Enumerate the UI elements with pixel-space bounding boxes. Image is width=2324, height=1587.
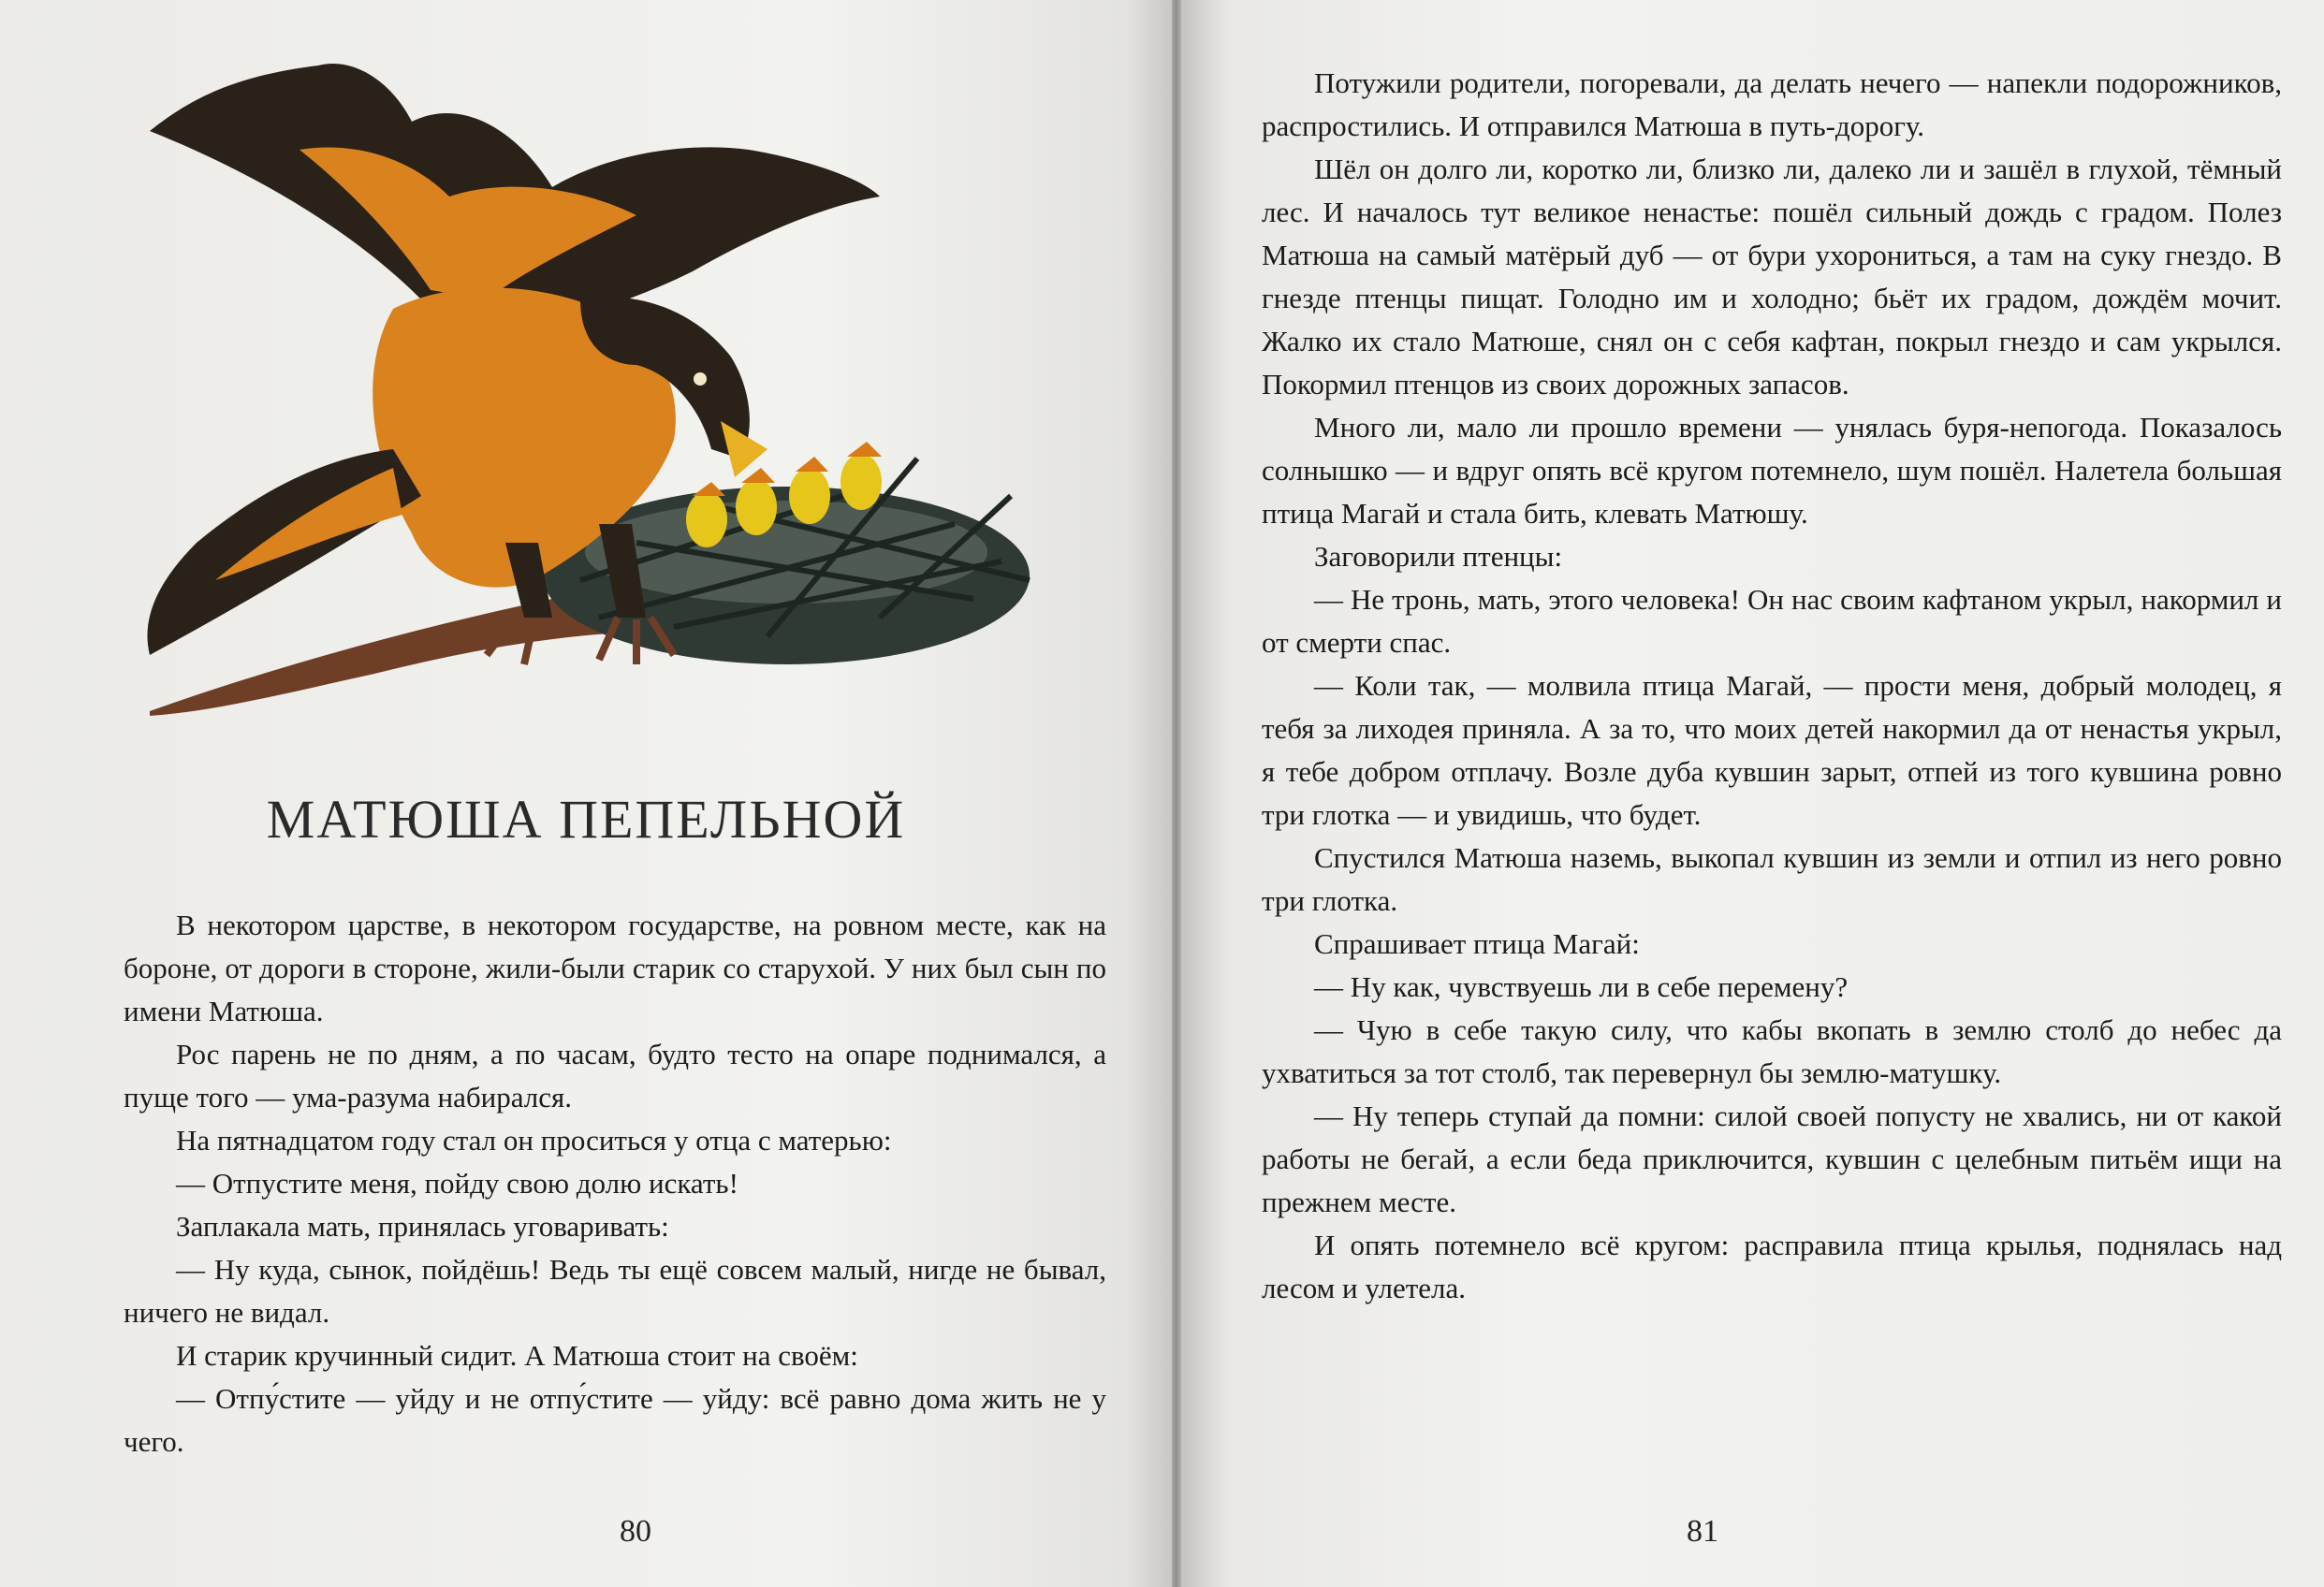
page-number-left: 80 xyxy=(620,1514,651,1549)
bird-nest-illustration xyxy=(112,56,1104,730)
right-page xyxy=(1181,0,2324,1587)
paragraph: И старик кручинный сидит. А Матюша стоит на своём: xyxy=(176,1339,858,1372)
paragraph: Рос парень не по дням, а по часам, будто тесто на опаре поднимался, а пуще того — ума-разума набирался. xyxy=(124,1038,1106,1114)
paragraph: Спустился Матюша наземь, выкопал кувшин из земли и отпил из него ровно три глотка. xyxy=(1262,841,2282,917)
paragraph: — Чую в себе такую силу, что кабы вкопать в землю столб до небес да ухватиться за тот столб, так перевернул бы землю-матушку. xyxy=(1262,1013,2282,1089)
paragraph: На пятнадцатом году стал он проситься у отца с матерью: xyxy=(176,1124,892,1157)
paragraph: — Ну теперь ступай да помни: силой своей попусту не хвались, ни от какой работы не бегай, а если беда приключится, кувшин с целебным питьём ищи на прежнем месте. xyxy=(1262,1099,2282,1218)
paragraph: — Ну куда, сынок, пойдёшь! Ведь ты ещё совсем малый, нигде не бывал, ничего не видал. xyxy=(124,1253,1106,1329)
paragraph: Заговорили птенцы: xyxy=(1314,540,1563,573)
paragraph: — Отпустите меня, пойду свою долю искать! xyxy=(176,1167,738,1200)
paragraph: — Ну как, чувствуешь ли в себе перемену? xyxy=(1314,970,1849,1003)
paragraph: Много ли, мало ли прошло времени — унялась буря-непогода. Показалось солнышко — и вдруг опять всё кругом потемнело, шум пошёл. Налетела большая птица Магай и стала бить, клевать Матюшу. xyxy=(1262,411,2282,530)
paragraph: Заплакала мать, принялась уговаривать: xyxy=(176,1210,669,1243)
paragraph: — Коли так, — молвила птица Магай, — прости меня, добрый молодец, я тебя за лиходея приняла. А за то, что моих детей накормил да от ненастья укрыл, я тебе добром отплачу. Возле дуба кувшин зарыт, отпей из того кувшина ровно три глотка — и увидишь, что будет. xyxy=(1262,669,2282,831)
chapter-title: МАТЮША ПЕПЕЛЬНОЙ xyxy=(266,789,906,850)
page-number-right: 81 xyxy=(1687,1514,1718,1549)
paragraph: Шёл он долго ли, коротко ли, близко ли, далеко ли и зашёл в глухой, тёмный лес. И началось тут великое ненастье: пошёл сильный дождь с градом. Полез Матюша на самый матёрый дуб — от бури ухорониться, а там на суку гнездо. В гнезде птенцы пищат. Голодно им и холодно; бьёт их градом, дождём мочит. Жалко их стало Матюше, снял он с себя кафтан, покрыл гнездо и сам укрылся. Покормил птенцов из своих дорожных запасов. xyxy=(1262,153,2282,400)
paragraph: — Не тронь, мать, этого человека! Он нас своим кафтаном укрыл, накормил и от смерти спас. xyxy=(1262,583,2282,659)
paragraph: Потужили родители, погоревали, да делать нечего — напекли подорожников, распростились. И отправился Матюша в путь-дорогу. xyxy=(1262,66,2282,142)
paragraph: Спрашивает птица Магай: xyxy=(1314,927,1640,960)
paragraph: — Отпу́стите — уйду и не отпу́стите — уйду: всё равно дома жить не у чего. xyxy=(124,1382,1106,1458)
right-page-text xyxy=(1262,62,2282,1310)
left-page-text xyxy=(124,904,1106,1463)
paragraph: В некотором царстве, в некотором государстве, на ровном месте, как на бороне, от дороги в стороне, жили-были старик со старухой. У них был сын по имени Матюша. xyxy=(124,909,1106,1027)
paragraph: И опять потемнело всё кругом: расправила птица крылья, поднялась над лесом и улетела. xyxy=(1262,1229,2282,1304)
book-gutter xyxy=(1172,0,1181,1587)
